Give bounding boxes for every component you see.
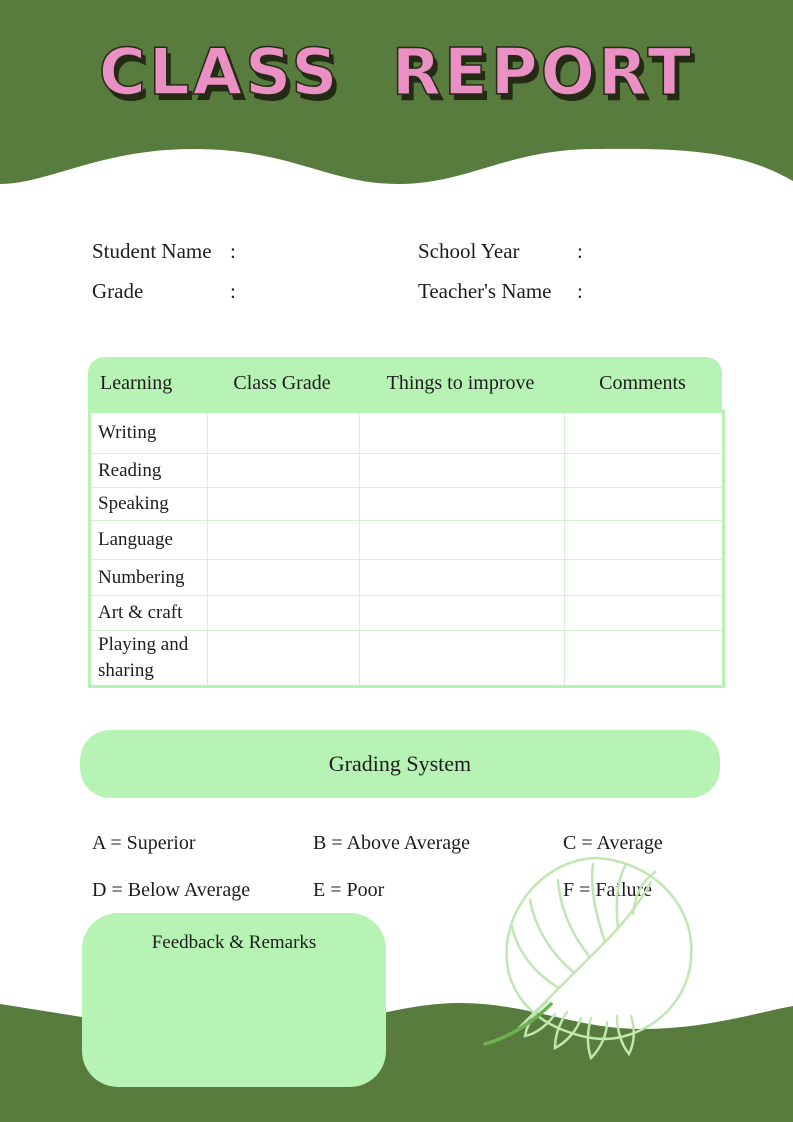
things-to-improve-cell[interactable] xyxy=(360,454,565,488)
teacher-name-colon: : xyxy=(577,278,583,303)
column-header-comments: Comments xyxy=(599,372,686,394)
subject-label: Reading xyxy=(90,454,208,488)
subject-label: Art & craft xyxy=(90,596,208,631)
report-table xyxy=(88,357,722,688)
class-grade-cell[interactable] xyxy=(208,560,360,596)
table-row xyxy=(90,488,724,521)
subject-label: Speaking xyxy=(90,488,208,521)
table-row xyxy=(90,412,724,454)
subject-label: Numbering xyxy=(90,560,208,596)
grading-system-banner xyxy=(80,730,720,798)
comments-cell[interactable] xyxy=(565,631,724,687)
things-to-improve-cell[interactable] xyxy=(360,488,565,521)
student-name-label: Student Name xyxy=(92,238,212,263)
school-year-label: School Year xyxy=(418,238,520,263)
field-student-name xyxy=(92,236,368,266)
feedback-remarks-box xyxy=(82,913,386,1087)
header-banner xyxy=(0,0,793,190)
field-grade xyxy=(92,276,368,306)
comments-cell[interactable] xyxy=(565,560,724,596)
class-grade-cell[interactable] xyxy=(208,454,360,488)
comments-cell[interactable] xyxy=(565,521,724,560)
comments-cell[interactable] xyxy=(565,596,724,631)
table-header-row xyxy=(88,357,722,410)
subject-label: Writing xyxy=(90,412,208,454)
class-grade-cell[interactable] xyxy=(208,521,360,560)
legend-item-c: C = Average xyxy=(563,832,663,854)
monstera-leaf-illustration xyxy=(455,852,715,1077)
class-grade-cell[interactable] xyxy=(208,631,360,687)
table-row xyxy=(90,596,724,631)
things-to-improve-cell[interactable] xyxy=(360,596,565,631)
page-title: CLASS REPORT xyxy=(98,36,695,110)
comments-cell[interactable] xyxy=(565,412,724,454)
class-grade-cell[interactable] xyxy=(208,412,360,454)
teacher-name-label: Teacher's Name xyxy=(418,278,552,303)
field-school-year xyxy=(418,236,715,266)
table-row xyxy=(90,454,724,488)
legend-item-b: B = Above Average xyxy=(313,832,470,854)
column-header-things-to-improve: Things to improve xyxy=(386,372,535,394)
feedback-remarks-title: Feedback & Remarks xyxy=(151,932,317,953)
legend-item-e: E = Poor xyxy=(313,879,385,901)
legend-item-d: D = Below Average xyxy=(92,879,251,901)
grade-colon: : xyxy=(230,278,236,303)
subject-label: Playing and sharing xyxy=(90,631,208,687)
things-to-improve-cell[interactable] xyxy=(360,521,565,560)
comments-cell[interactable] xyxy=(565,454,724,488)
legend-item-f: F = Failure xyxy=(563,879,653,901)
field-teacher-name xyxy=(418,276,715,306)
grading-system-title: Grading System xyxy=(328,751,472,776)
things-to-improve-cell[interactable] xyxy=(360,560,565,596)
table-row xyxy=(90,521,724,560)
class-grade-cell[interactable] xyxy=(208,488,360,521)
subject-label: Language xyxy=(90,521,208,560)
column-header-learning: Learning xyxy=(100,372,173,394)
table-row xyxy=(90,631,724,687)
legend-item-a: A = Superior xyxy=(92,832,196,854)
table-row xyxy=(90,560,724,596)
grade-label: Grade xyxy=(92,278,144,303)
class-grade-cell[interactable] xyxy=(208,596,360,631)
things-to-improve-cell[interactable] xyxy=(360,631,565,687)
feedback-content-area[interactable] xyxy=(82,954,386,1064)
school-year-colon: : xyxy=(577,238,583,263)
student-name-colon: : xyxy=(230,238,236,263)
comments-cell[interactable] xyxy=(565,488,724,521)
column-header-class-grade: Class Grade xyxy=(233,372,331,394)
leaf-stem xyxy=(485,1004,551,1044)
things-to-improve-cell[interactable] xyxy=(360,412,565,454)
